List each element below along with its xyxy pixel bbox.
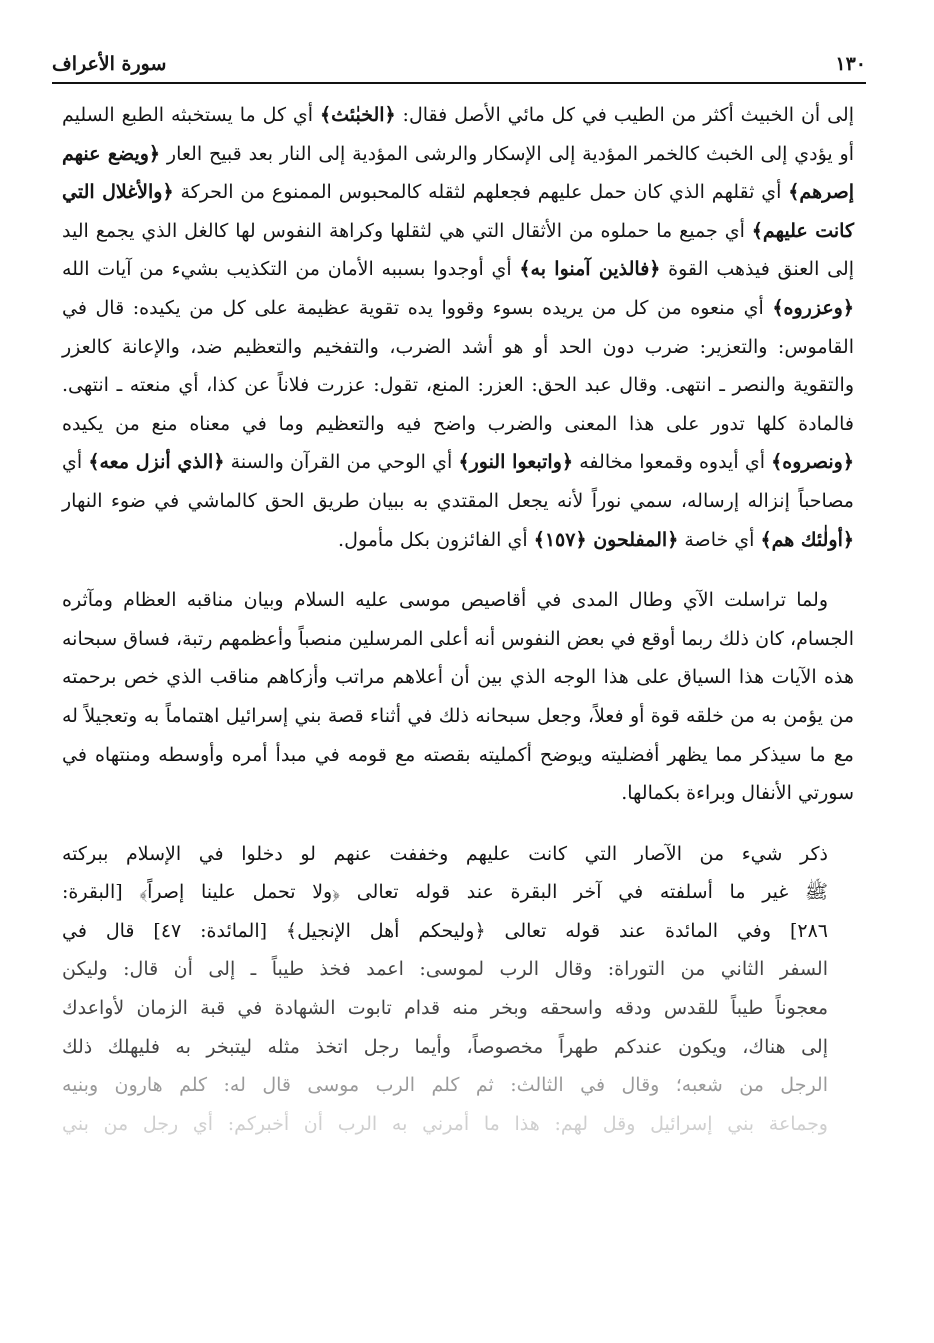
text-line: ﷺ غير ما أسلفته في آخر البقرة عند قوله تعالى ﴿ولا تحمل علينا إصراً﴾ [البقرة: (62, 881, 828, 904)
quran-quote: ﴿واتبعوا النور﴾ (458, 451, 574, 474)
quran-quote: ﴿ويضع عنهم إصرهم﴾ (62, 142, 854, 204)
text-line: إلى هناك، ويكون عندكم طهراً مخصوصاً، وأيما رجل اتخذ مثله ليتبخر به فليهلك ذلك (62, 1035, 828, 1058)
text-line-faded: وجماعة بني إسرائيل وقل لهم: هذا ما أمرني به الرب أن أخبركم: أي رجل من بني (62, 1112, 828, 1135)
text-line: ٢٨٦] وفي المائدة عند قوله تعالى ﴿وليحكم أهل الإنجيل﴾ [المائدة: ٤٧] قال في (62, 919, 828, 942)
quran-quote: ﴿ونصروه﴾ (771, 451, 854, 474)
quran-quote: ﴿فالذين آمنوا به﴾ (519, 258, 661, 281)
text-line-faded: الرجل من شعبه؛ وقال في الثالث: ثم كلم الرب موسى قال له: كلم هارون وبنيه (62, 1074, 828, 1097)
page-body (62, 96, 854, 1143)
text-line: ذكر شيء من الآصار التي كانت عليهم وخففت عنهم لو دخلوا في الإسلام ببركته (62, 842, 828, 865)
text-run: أي منعوه من كل من يريده بسوء وقووا يده تقوية عظيمة على كل من يكيده: قال في القاموس: والتعزير: ضرب دون الحد أو هو أشد الضرب، والتفخيم والتعظيم ضد، والإعانة كالعزر والتقوية والنصر ـ انتهى. وقال عبد الحق: العزر: المنع، تقول: عزرت فلاناً عن كذا، أي منعته ـ انتهى. فالمادة كلها تدور على هذا المعنى والضرب واضح فيه والتعظيم وما في معناه منع من يكيده (62, 296, 854, 435)
paragraph-tafsir-verse (62, 96, 854, 559)
paragraph-commentary: ولما تراسلت الآي وطال المدى في أقاصيص موسى عليه السلام وبيان مناقبه العظام ومآثره الجسام، كان ذلك ربما أوقع في بعض النفوس أنه أعلى المرسلين منصباً وأعظمهم رتبة، فساق سبحانه هذه الآيات هذا السياق على هذا الوجه الذي بين أن أعلاهم مراتب وأزكاهم مناقب الذي خص برحمته من يؤمن به من خلقه قوة أو فعلاً، وجعل سبحانه ذلك في أثناء قصة بني إسرائيل اهتماماً به وتعجيلاً له مع ما سيذكر مما يظهر أفضليته ويوضح أكمليته بقصته مع قومه في مبدأ أمره وأوسطه ومنتهاه في سورتي الأنفال وبراءة بكمالها. (62, 589, 854, 805)
page-header (52, 46, 866, 84)
text-run: أي مصاحباً إنزاله إرساله، سمي نوراً لأنه يجعل المقتدي به ببيان طريق الحق كالماشي في ضوء النهار (62, 451, 854, 512)
text-line: معجوناً طيباً للقدس ودقه واسحقه وبخر منه قدام تابوت الشهادة في قبة الزمان لأواعدك (62, 997, 828, 1020)
quran-quote: ﴿الذي أنزل معه﴾ (88, 451, 225, 474)
page-number: ١٣٠ (835, 53, 866, 75)
text-run: أي خاصة (678, 528, 761, 551)
quran-quote: ﴿والأغلال التي كانت عليهم﴾ (62, 181, 854, 242)
quran-quote: ﴿المفلحون ﴿١٥٧﴾ (533, 528, 679, 551)
text-run: أي أوجدوا بسببه الأمان من التكذيب بشيء من آيات الله (62, 258, 520, 281)
text-run: أي الفائزون بكل مأمول. (338, 528, 534, 551)
text-run: إلى أن الخبيث أكثر من الطيب في كل مائي الأصل فقال: (395, 104, 854, 126)
surah-title: سورة الأعراف (52, 53, 167, 75)
quran-quote: ﴿الخبٰئث﴾ (319, 104, 396, 126)
paragraph-torah-excerpt (62, 835, 854, 1144)
text-run: أي جميع ما حملوه من الأثقال التي هي لثقلها وكراهة النفوس لها كالغل الذي يجمع اليد إلى العنق فيذهب القوة (62, 219, 855, 281)
text-run: أي أيدوه وقمعوا مخالفه (573, 451, 772, 474)
text-line: السفر الثاني من التوراة: وقال الرب لموسى: اعمد فخذ طيباً ـ إلى أن قال: وليكن (62, 958, 828, 981)
quran-quote: ﴿وعزروه﴾ (772, 296, 854, 319)
text-run: أي الوحي من القرآن والسنة (224, 451, 459, 474)
quran-quote: ﴿أولٰئك هم﴾ (760, 528, 854, 551)
text-run: أي ثقلهم الذي كان حمل عليهم فجعلهم لثقله كالمحبوس الممنوع من الحركة (173, 181, 789, 204)
text-run: أي كل ما يستخبثه الطبع السليم أو يؤدي إلى الخبث كالخمر المؤدية إلى الإسكار والرشى المؤدية إلى النار بعد قبيح العار (62, 104, 855, 165)
